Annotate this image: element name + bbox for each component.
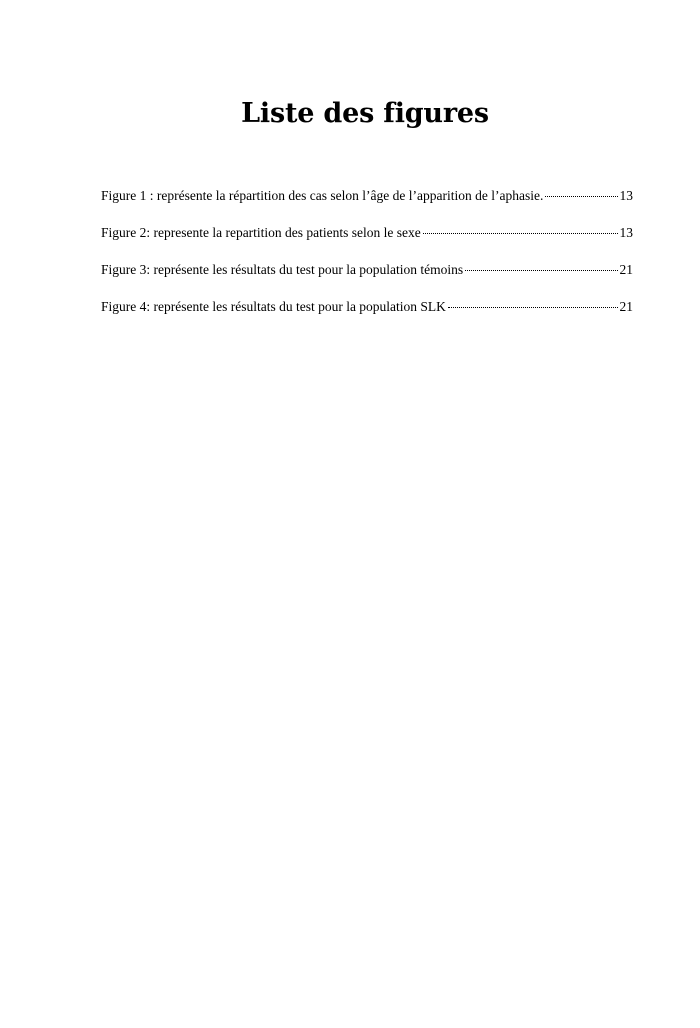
toc-entry-figure-4[interactable] xyxy=(101,297,633,334)
list-of-figures xyxy=(101,186,633,334)
toc-entry-page-number: 13 xyxy=(619,225,633,240)
toc-entry-label: Figure 4: représente les résultats du test pour la population SLK xyxy=(101,299,446,314)
toc-entry-label: Figure 3: représente les résultats du test pour la population témoins xyxy=(101,262,464,277)
toc-entry-label: Figure 1 : représente la répartition des cas selon l’âge de l’apparition de l’aphasie. xyxy=(101,188,544,203)
dot-leader xyxy=(465,268,617,271)
toc-entry-figure-3[interactable] xyxy=(101,260,633,297)
toc-entry-figure-2[interactable] xyxy=(101,223,633,260)
toc-entry-page-number: 21 xyxy=(619,262,633,277)
dot-leader xyxy=(545,194,617,197)
toc-entry-page-number: 21 xyxy=(619,299,633,314)
page-title: Liste des figures xyxy=(241,98,489,129)
toc-entry-figure-1[interactable] xyxy=(101,186,633,223)
toc-entry-page-number: 13 xyxy=(619,188,633,203)
dot-leader xyxy=(448,305,618,308)
dot-leader xyxy=(423,231,618,234)
toc-entry-label: Figure 2: represente la repartition des patients selon le sexe xyxy=(101,225,421,240)
